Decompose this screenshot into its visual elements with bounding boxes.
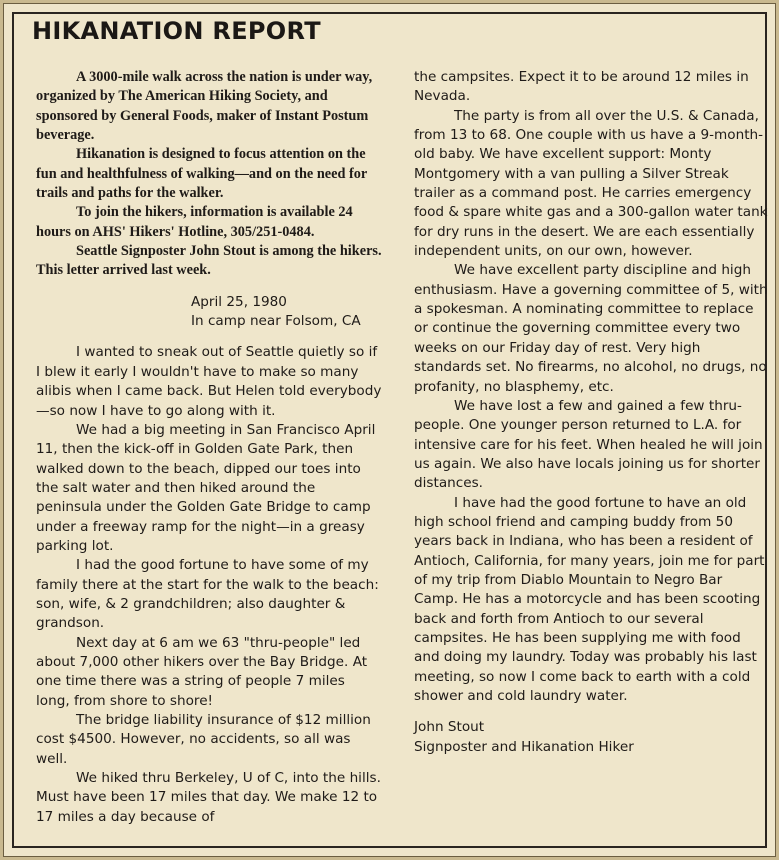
left-column xyxy=(36,68,382,827)
letter-paragraph: I wanted to sneak out of Seattle quietly so if I blew it early I wouldn't have to make so many alibis when I came back. But Helen told everybody—so now I have to go along with it. xyxy=(36,344,382,419)
letter-paragraph: Next day at 6 am we 63 "thru-people" led about 7,000 other hikers over the Bay Bridge. At one time there was a string of people 7 miles long, from shore to shore! xyxy=(36,634,368,709)
letter-paragraph: the campsites. Expect it to be around 12 miles in Nevada. xyxy=(414,69,749,105)
intro-paragraph: Seattle Signposter John Stout is among the hikers. This letter arrived last week. xyxy=(36,243,382,279)
intro-paragraph: Hikanation is designed to focus attention on the fun and healthfulness of walking—and on the need for trails and paths for the walker. xyxy=(36,146,368,202)
spacer xyxy=(414,706,769,718)
article-title: HIKANATION REPORT xyxy=(32,17,321,45)
spacer xyxy=(36,331,382,343)
letter-paragraph: The bridge liability insurance of $12 million cost $4500. However, no accidents, so all was well. xyxy=(36,712,371,767)
signature-name: John Stout xyxy=(414,719,485,736)
letter-paragraph: We had a big meeting in San Francisco April 11, then the kick-off in Golden Gate Park, then walked down to the beach, dipped our toes into the salt water and then hiked around the peninsula under the Golden Gate Bridge to camp under a freeway ramp for the night—in a greasy parking lot. xyxy=(36,421,376,554)
letter-paragraph: We hiked thru Berkeley, U of C, into the hills. Must have been 17 miles that day. We make 12 to 17 miles a day because of xyxy=(36,770,381,825)
intro-paragraph: To join the hikers, information is available 24 hours on AHS' Hikers' Hotline, 305/251-0484. xyxy=(36,204,353,240)
letter-paragraph: The party is from all over the U.S. & Canada, from 13 to 68. One couple with us have a 9-month-old baby. We have excellent support: Monty Montgomery with a van pulling a Silver Streak trailer as a command post. He carries emergency food & spare white gas and a 300-gallon water tank for dry runs in the desert. We are each essentially independent units, on our own, however. xyxy=(414,107,768,260)
spacer xyxy=(36,281,382,293)
intro-paragraph: A 3000-mile walk across the nation is under way, organized by The American Hiking Society, and sponsored by General Foods, maker of Instant Postum beverage. xyxy=(36,69,373,144)
letter-date: April 25, 1980 xyxy=(191,293,287,310)
letter-paragraph: I had the good fortune to have some of my family there at the start for the walk to the beach: son, wife, & 2 grandchildren; also daughter & grandson. xyxy=(36,557,379,632)
signature-title: Signposter and Hikanation Hiker xyxy=(414,738,634,755)
newspaper-clipping xyxy=(3,3,776,857)
letter-location: In camp near Folsom, CA xyxy=(191,313,361,330)
letter-paragraph: I have had the good fortune to have an old high school friend and camping buddy from 50 years back in Indiana, who has been a resident of Antioch, California, for many years, join me for part of my trip from Diablo Mountain to Negro Bar Camp. He has a motorcycle and has been scooting back and forth from Antioch to our several campsites. He has been supplying me with food and doing my laundry. Today was probably his last meeting, so now I come back to earth with a cold shower and cold laundry water. xyxy=(414,494,765,704)
letter-paragraph: We have lost a few and gained a few thru-people. One younger person returned to L.A. for intensive care for his feet. When healed he will join us again. We also have locals joining us for shorter distances. xyxy=(414,397,763,492)
letter-paragraph: We have excellent party discipline and high enthusiasm. Have a governing committee of 5, with a spokesman. A nominating committee to replace or continue the governing committee every two weeks on our Friday day of rest. Very high standards set. No firearms, no alcohol, no drugs, no profanity, no blasphemy, etc. xyxy=(414,262,768,395)
right-column xyxy=(414,68,769,757)
